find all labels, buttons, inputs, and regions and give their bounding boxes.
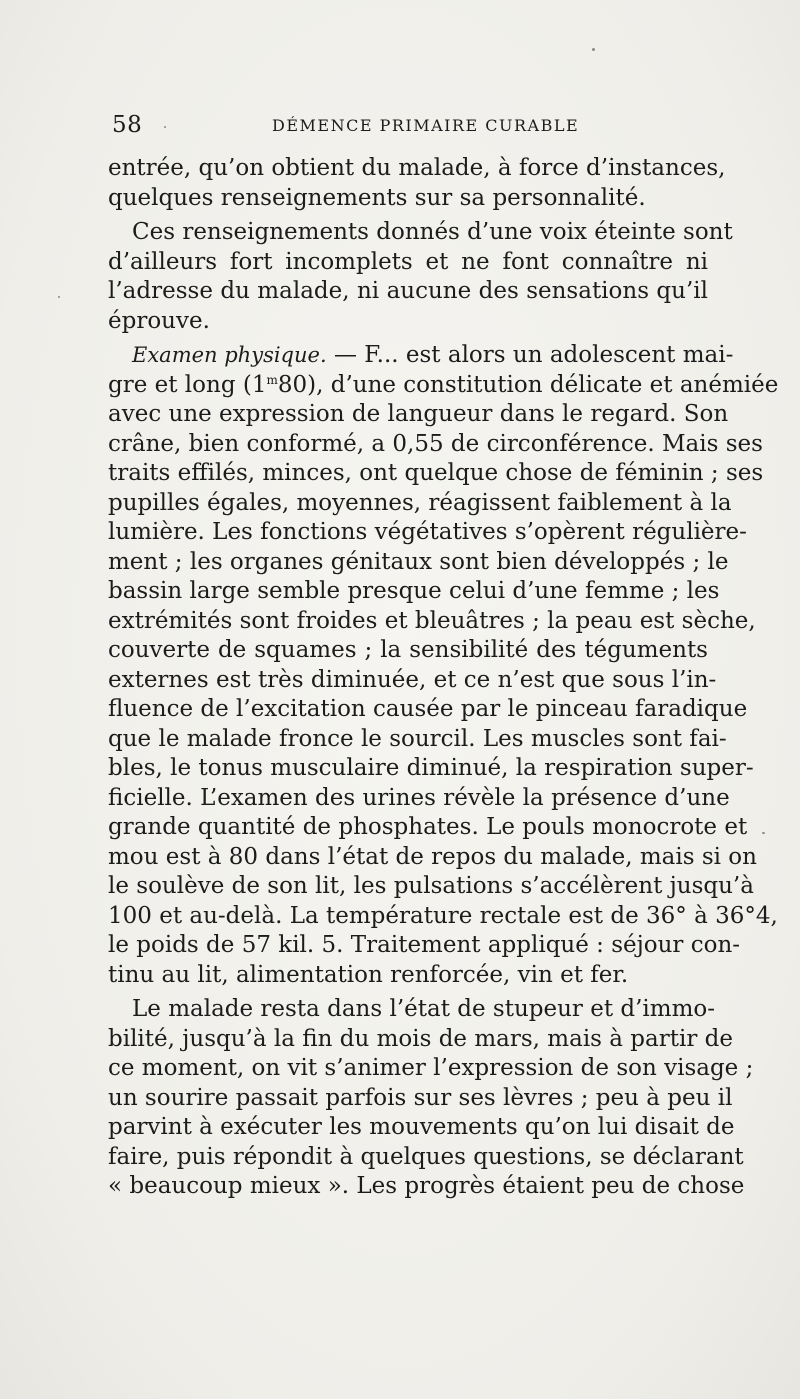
text-line: Le malade resta dans l’état de stupeur et d’immo- [132,996,716,1022]
text-fragment: gre et long (1 [108,371,267,398]
text-line: bles, le tonus musculaire diminué, la respiration super- [108,755,754,781]
text-line [108,371,779,401]
text-line: faire, puis répondit à quelques questions, se déclarant [108,1143,744,1170]
text-line: éprouve. [108,307,210,334]
text-line: avec une expression de langueur dans le regard. Son [108,401,729,427]
text-line: ment ; les organes génitaux sont bien développés ; le [108,548,729,575]
text-line: extrémités sont froides et bleuâtres ; la peau est sèche, [108,607,756,634]
text-line: le soulève de son lit, les pulsations s’accélèrent jusqu’à [108,873,754,899]
text-line: ce moment, on vit s’animer l’expression de son visage ; [108,1055,754,1081]
text-line: un sourire passait parfois sur ses lèvres ; peu à peu il [108,1084,733,1111]
paper-speck [164,126,166,128]
text-line: ficielle. L’examen des urines révèle la présence d’une [108,784,730,811]
text-line: traits effilés, minces, ont quelque chose de féminin ; ses [108,460,764,486]
page-number: 58 [112,112,143,138]
section-heading: Examen physique. [132,343,327,367]
text-line: que le malade fronce le sourcil. Les muscles sont fai- [108,725,727,752]
text-line: bilité, jusqu’à la fin du mois de mars, mais à partir de [108,1025,733,1052]
text-line: tinu au lit, alimentation renforcée, vin et fer. [108,961,629,988]
text-line: l’adresse du malade, ni aucune des sensations qu’il [108,278,708,304]
running-head: DÉMENCE PRIMAIRE CURABLE [272,116,580,135]
text-line: lumière. Les fonctions végétatives s’opèrent régulière- [108,519,747,545]
paragraph [108,995,754,1202]
text-line: fluence de l’excitation causée par le pinceau faradique [108,696,748,722]
text-line: 100 et au-delà. La température rectale est de 36° à 36°4, [108,902,778,929]
paragraph [108,341,779,990]
text-line: mou est à 80 dans l’état de repos du malade, mais si on [108,843,757,870]
text-line: couverte de squames ; la sensibilité des téguments [108,637,708,663]
text-line: bassin large semble presque celui d’une femme ; les [108,578,720,604]
text-line [108,341,734,371]
paper-speck [762,832,765,834]
text-line: quelques renseignements sur sa personnalité. [108,184,646,211]
text-line: d’ailleurs fort incomplets et ne font connaître ni [108,248,708,275]
text-line: pupilles égales, moyennes, réagissent faiblement à la [108,489,732,516]
text-fragment: 80), d’une constitution délicate et anémiée [277,371,779,398]
text-line: Ces renseignements donnés d’une voix éteinte sont [132,219,733,245]
paper-speck [58,296,60,298]
text-line: crâne, bien conformé, a 0,55 de circonférence. Mais ses [108,430,763,457]
paragraph [108,218,733,336]
text-line: parvint à exécuter les mouvements qu’on lui disait de [108,1114,735,1140]
page-header [112,112,702,142]
text-line: entrée, qu’on obtient du malade, à force d’instances, [108,155,726,181]
text-line: le poids de 57 kil. 5. Traitement appliqué : séjour con- [108,932,741,958]
text-line: « beaucoup mieux ». Les progrès étaient peu de chose [108,1173,745,1199]
paper-speck [592,48,595,51]
paragraph [108,154,726,213]
superscript: m [266,372,278,387]
text-line: externes est très diminuée, et ce n’est que sous l’in- [108,666,717,693]
body-text [108,154,779,1202]
text-fragment: — F... est alors un adolescent mai- [326,342,734,368]
text-line: grande quantité de phosphates. Le pouls monocrote et [108,814,748,840]
